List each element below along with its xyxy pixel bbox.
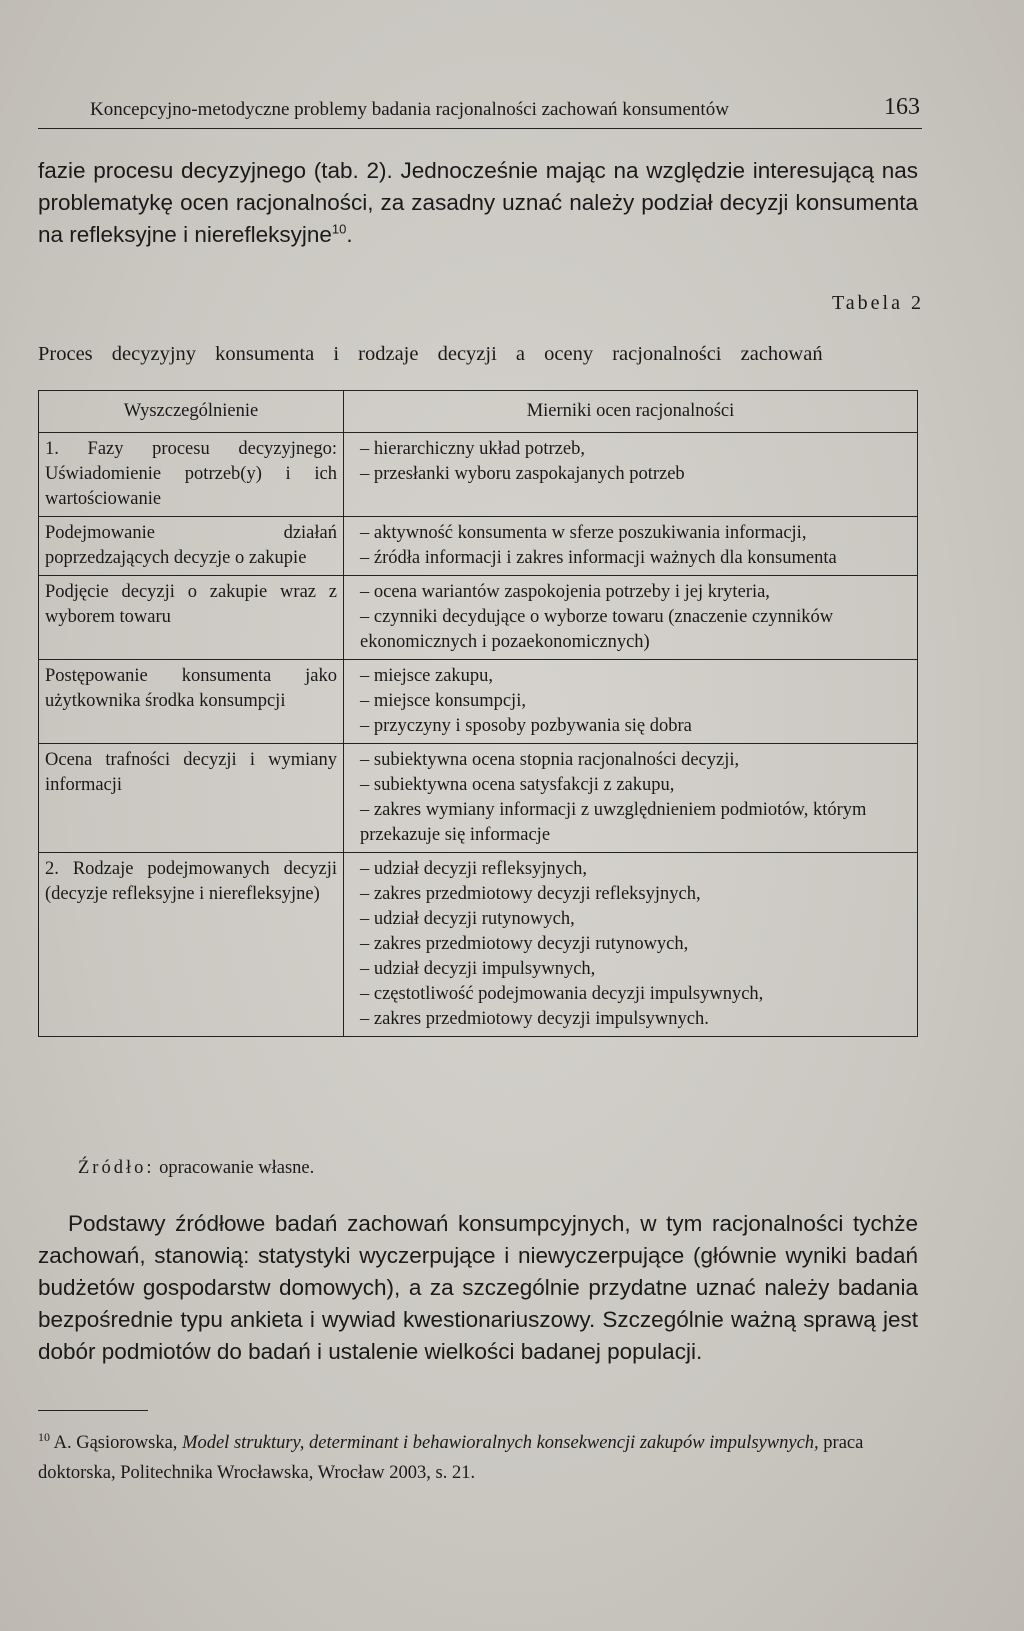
main-text: Podstawy źródłowe badań zachowań konsumpcyjnych, w tym racjonalności tychże zachowań, stanowią: statystyki wyczerpujące i niewyczerpujące (głównie wyniki badań budżetów gospodarstw domowych), a za szczególnie przydatne uznać należy badania bezpośrednie typu ankieta i wywiad kwestionariuszowy. Szczególnie ważną sprawą jest dobór podmiotów do badań i ustalenie wielkości badanej populacji. — [38, 1211, 918, 1364]
table-row — [39, 853, 918, 1037]
running-title: Koncepcyjno-metodyczne problemy badania racjonalności zachowań konsumentów — [90, 99, 729, 120]
header-rule — [38, 128, 922, 129]
measure-item: – udział decyzji rutynowych, — [360, 907, 911, 932]
footnote-author: A. Gąsiorowska, — [53, 1433, 178, 1454]
table-row — [39, 433, 918, 517]
row-label: 2. Rodzaje podejmowanych decyzji (decyzje refleksyjne i nierefleksyjne) — [39, 853, 344, 1037]
footnote-rest: praca doktorska, Politechnika Wrocławska, Wrocław 2003, s. 21. — [38, 1433, 864, 1484]
measure-item: – subiektywna ocena stopnia racjonalności decyzji, — [360, 748, 911, 773]
footnote-number: 10 — [38, 1430, 50, 1444]
measure-item: – zakres wymiany informacji z uwzględnieniem podmiotów, którym przekazuje się informacje — [360, 798, 911, 848]
table-row — [39, 517, 918, 576]
table-header-row — [39, 391, 918, 433]
intro-paragraph — [38, 155, 918, 251]
row-measures — [344, 853, 918, 1037]
row-label: Ocena trafności decyzji i wymiany informacji — [39, 744, 344, 853]
row-label: 1. Fazy procesu decyzyjnego: Uświadomienie potrzeb(y) i ich wartościowanie — [39, 433, 344, 517]
main-paragraph — [38, 1208, 918, 1368]
measure-item: – udział decyzji refleksyjnych, — [360, 857, 911, 882]
measure-item: – udział decyzji impulsywnych, — [360, 957, 911, 982]
measure-item: – hierarchiczny układ potrzeb, — [360, 437, 911, 462]
measure-item: – zakres przedmiotowy decyzji impulsywnych. — [360, 1007, 911, 1032]
table-row — [39, 576, 918, 660]
measure-item: – aktywność konsumenta w sferze poszukiwania informacji, — [360, 521, 911, 546]
measure-item: – ocena wariantów zaspokojenia potrzeby i jej kryteria, — [360, 580, 911, 605]
running-header — [90, 94, 920, 122]
footnote-title: Model struktury, determinant i behawioralnych konsekwencji zakupów impulsywnych, — [182, 1433, 819, 1454]
row-label: Podejmowanie działań poprzedzających decyzje o zakupie — [39, 517, 344, 576]
row-measures — [344, 576, 918, 660]
row-label: Postępowanie konsumenta jako użytkownika środka konsumpcji — [39, 660, 344, 744]
footnote — [38, 1422, 918, 1488]
measure-item: – zakres przedmiotowy decyzji rutynowych, — [360, 932, 911, 957]
measure-item: – miejsce konsumpcji, — [360, 689, 911, 714]
footnote-rule — [38, 1410, 148, 1411]
row-measures — [344, 433, 918, 517]
source-text: opracowanie własne. — [159, 1158, 315, 1178]
measure-item: – częstotliwość podejmowania decyzji impulsywnych, — [360, 982, 911, 1007]
footnote-ref: 10 — [331, 221, 347, 237]
table-caption: Proces decyzyjny konsumenta i rodzaje decyzji a oceny racjonalności zachowań — [38, 343, 823, 365]
measure-item: – przyczyny i sposoby pozbywania się dobra — [360, 714, 911, 739]
measure-item: – miejsce zakupu, — [360, 664, 911, 689]
decision-process-table — [38, 390, 918, 1037]
source-label: Źródło: — [78, 1158, 155, 1178]
page-number: 163 — [884, 94, 920, 120]
measure-item: – czynniki decydujące o wyborze towaru (znaczenie czynników ekonomicznych i pozaekonomicznych) — [360, 605, 911, 655]
table-row — [39, 744, 918, 853]
row-measures — [344, 660, 918, 744]
intro-text: fazie procesu decyzyjnego (tab. 2). Jednocześnie mając na względzie interesującą nas problematykę ocen racjonalności, za zasadny uznać należy podział decyzji konsumenta na refleksyjne i nierefleksyjne — [38, 158, 918, 247]
row-measures — [344, 744, 918, 853]
row-label: Podjęcie decyzji o zakupie wraz z wyborem towaru — [39, 576, 344, 660]
table-label: Tabela 2 — [831, 292, 924, 314]
measure-item: – przesłanki wyboru zaspokajanych potrzeb — [360, 462, 911, 487]
table-row — [39, 660, 918, 744]
table-source — [78, 1158, 314, 1179]
measure-item: – subiektywna ocena satysfakcji z zakupu, — [360, 773, 911, 798]
header-cell-right: Mierniki ocen racjonalności — [344, 391, 918, 433]
measure-item: – źródła informacji i zakres informacji ważnych dla konsumenta — [360, 546, 911, 571]
row-measures — [344, 517, 918, 576]
measure-item: – zakres przedmiotowy decyzji refleksyjnych, — [360, 882, 911, 907]
intro-end: . — [346, 222, 353, 247]
header-cell-left: Wyszczególnienie — [39, 391, 344, 433]
